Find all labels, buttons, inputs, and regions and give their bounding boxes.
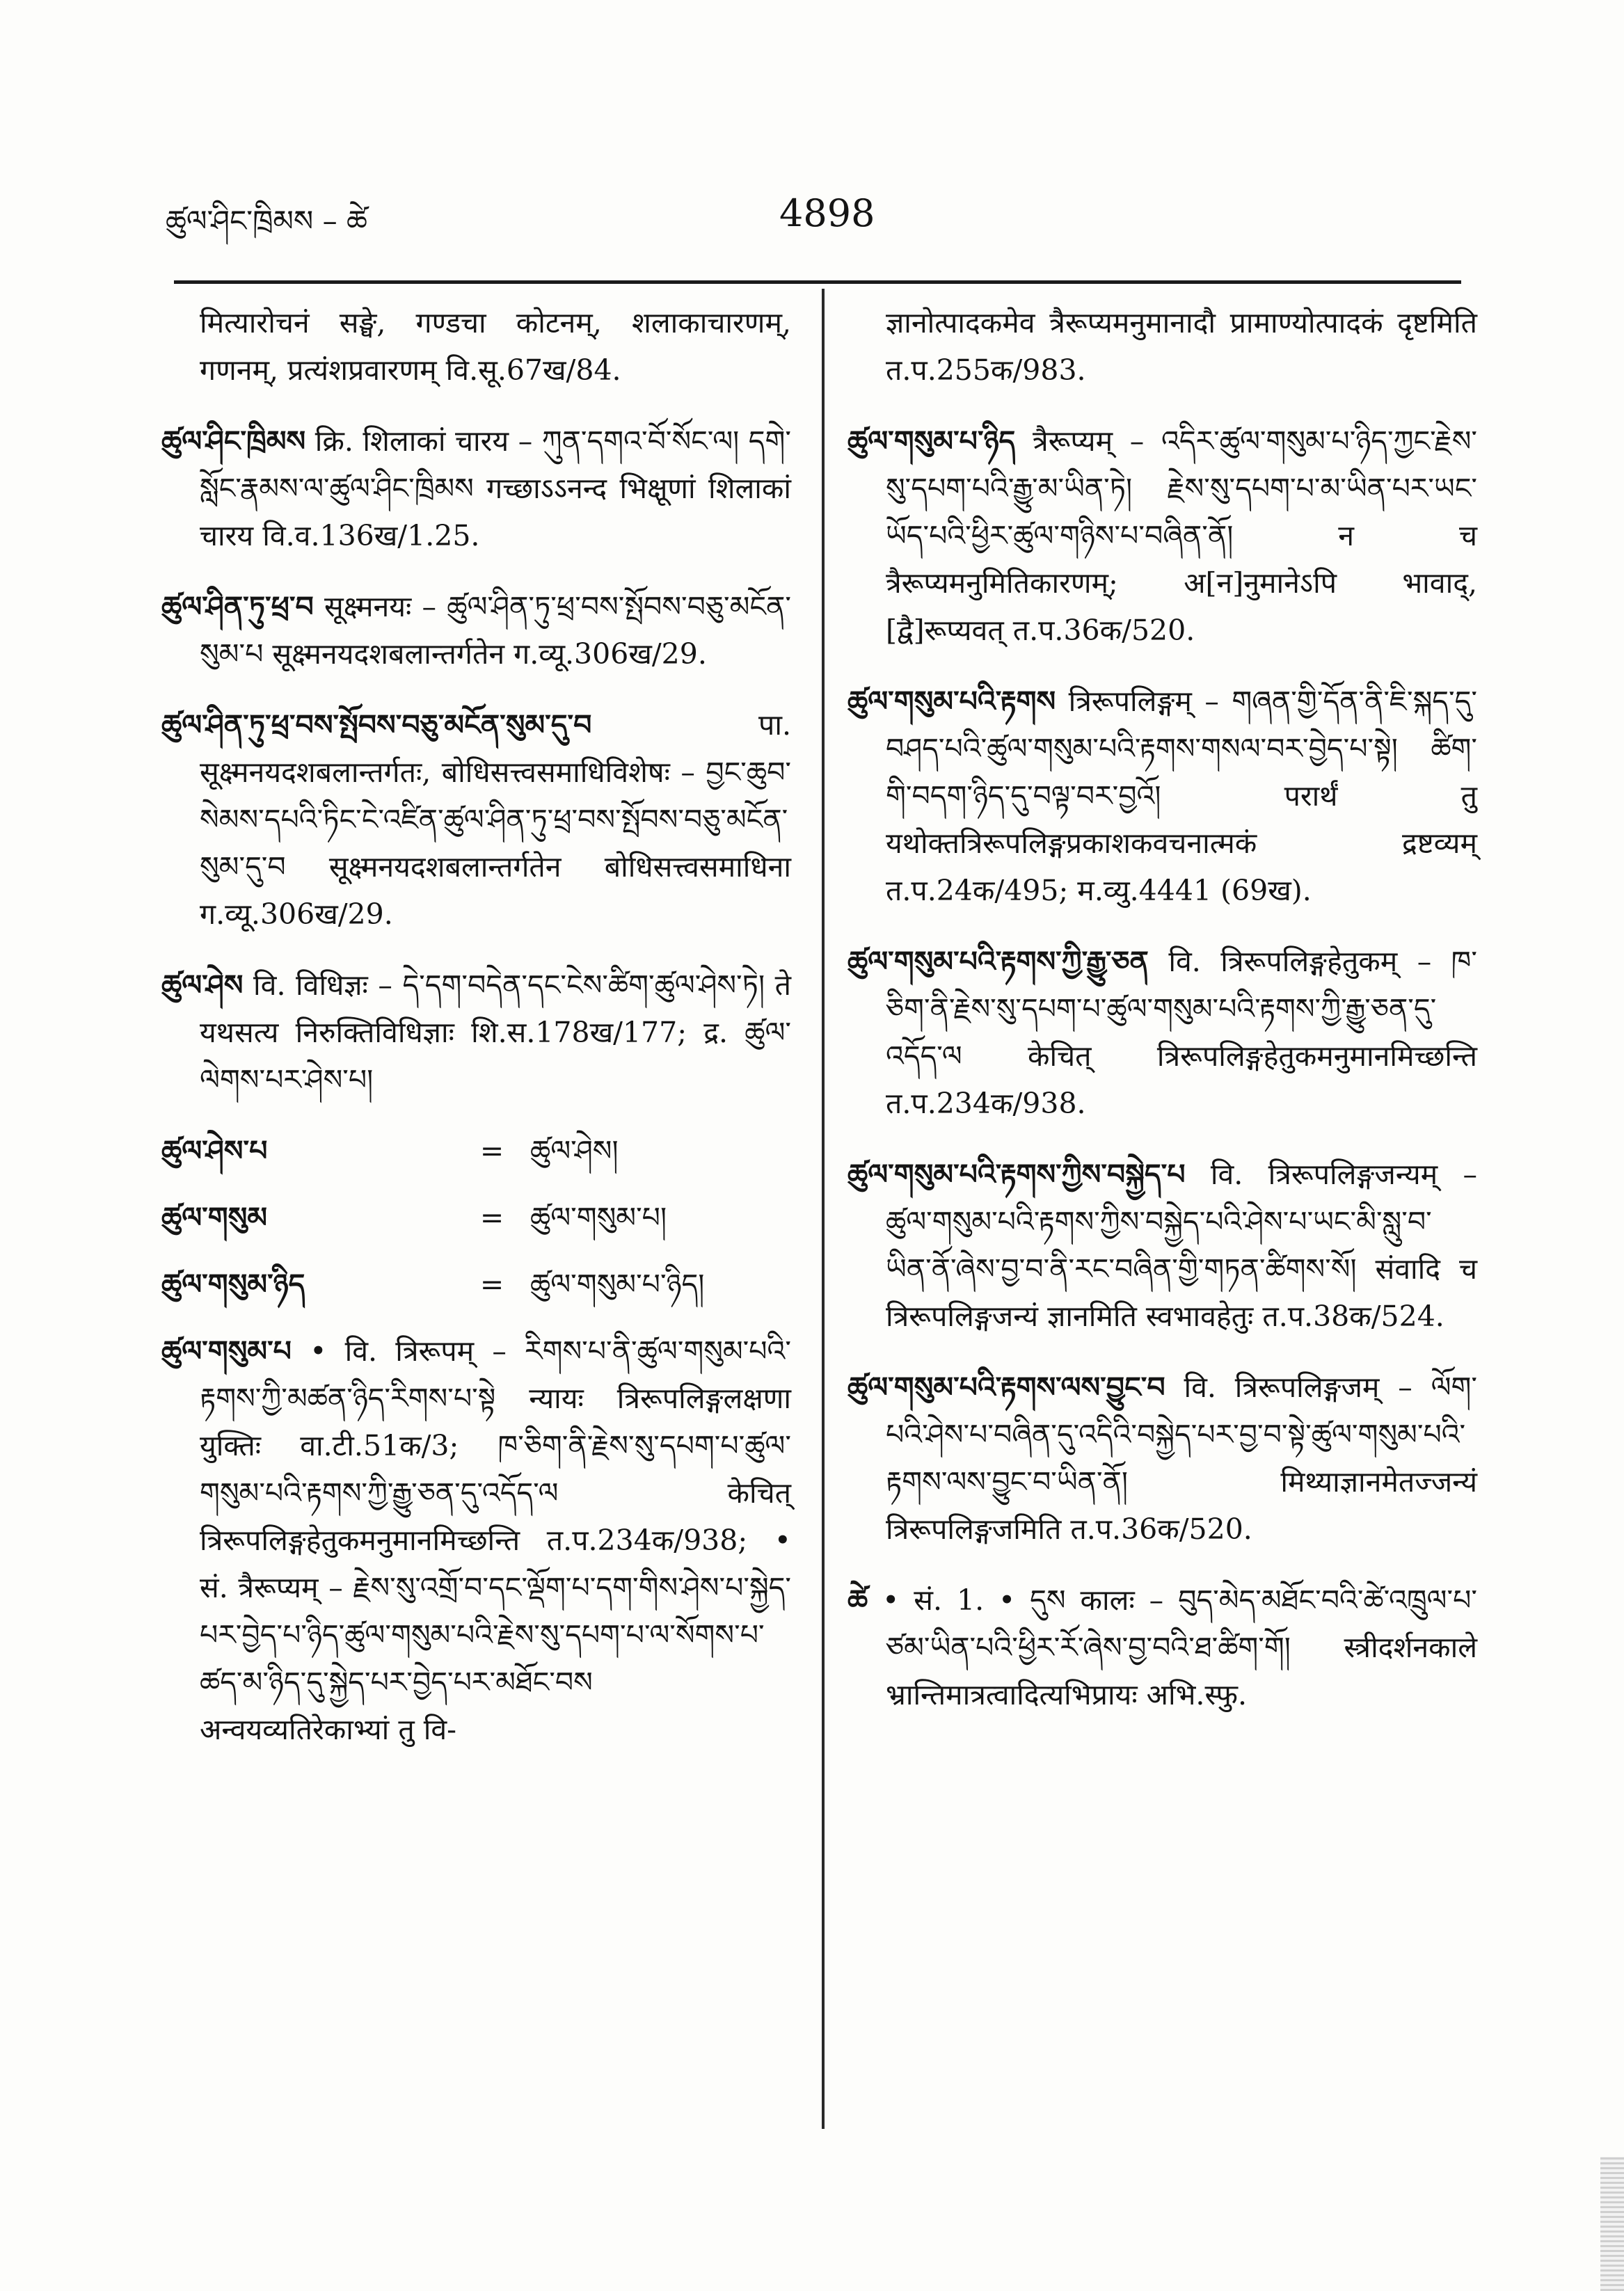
xref-headword: ཚུལ་གསུམ (161, 1201, 268, 1234)
dictionary-entry (161, 961, 791, 1103)
left-column (161, 299, 791, 1777)
entry-headword: ཚུལ་ཤིང་ཁྲིམས (161, 424, 306, 458)
column-divider (822, 289, 825, 2129)
entry-definition: वि. विधिज्ञः – དེ་དག་བདེན་དང་ངེས་ཚིག་ཚུལ་ཤེས་ཏེ། ते यथसत्य निरुक्तिविधिज्ञाः शि.स.178ख/177; द्र. ཚུལ་ལེགས་པར་ཤེས་པ། (200, 968, 791, 1096)
dictionary-entry (847, 938, 1477, 1127)
cross-reference-entry (161, 1261, 791, 1308)
entry-definition: • सं. 1. • དུས कालः – བུད་མེད་མཐོང་བའི་ཚེ་འཁྲུལ་པ་ཙམ་ཡིན་པའི་ཕྱིར་རོ་ཞེས་བྱ་བའི་ཐ་ཚིག་གོ། स्त्रीदर्शनकाले भ्रान्तिमात्रत्वादित्यभिप्रायः अभि.स्फु. (882, 1583, 1477, 1711)
cross-reference-entry (161, 1127, 791, 1174)
entry-headword: ཚུལ་གསུམ་པའི་རྟགས་ཀྱིས་བསྐྱེད་པ (847, 1158, 1186, 1191)
entry-headword: ཚུལ་གསུམ་པའི་རྟགས (847, 685, 1056, 718)
entry-definition: • वि. त्रिरूपम् – རིགས་པ་ནི་ཚུལ་གསུམ་པའི་རྟགས་ཀྱི་མཚན་ཉིད་རིགས་པ་སྟེ न्यायः त्रिरूपलिङ्गलक्षणा युक्तिः वा.टी.51क/3; ཁ་ཅིག་ནི་རྗེས་སུ་དཔག་པ་ཚུལ་གསུམ་པའི་རྟགས་ཀྱི་རྒྱུ་ཅན་དུ་འདོད་ལ केचित् त्रिरूपलिङ्गहेतुकमनुमानमिच्छन्ति त.प.234क/938; • सं. त्रैरूप्यम् – རྗེས་སུ་འགྲོ་བ་དང་ལྡོག་པ་དག་གིས་ཤེས་པ་སྐྱེད་པར་བྱེད་པ་ཉིད་ཚུལ་གསུམ་པའི་རྗེས་སུ་དཔག་པ་ལ་སོགས་པ་ཚད་མ་ཉིད་དུ་སྐྱེད་པར་བྱེད་པར་མཐོང་བས अन्वयव्यतिरेकाभ्यां तु वि- (200, 1334, 791, 1746)
xref-equals-sign: = (479, 1134, 504, 1167)
xref-target: ཚུལ་གསུམ་པ་ཉིད། (530, 1268, 705, 1301)
entry-headword: ཚུལ་ཤིན་ཏུ་ཕྲ་བས་སྤོབས་བཅུ་མངོན་སུམ་དུ་བ (161, 708, 592, 742)
xref-headword: ཚུལ་གསུམ་ཉིད (161, 1268, 305, 1301)
xref-target: ཚུལ་ཤེས། (530, 1134, 619, 1167)
entry-headword: ཚུལ་གསུམ་པ (161, 1334, 292, 1368)
dictionary-entry (161, 1327, 791, 1753)
entry-continuation: ज्ञानोत्पादकमेव त्रैरूप्यमनुमानादौ प्रामाण्योत्पादकं दृष्टमिति त.प.255क/983. (886, 306, 1477, 387)
entry-headword: ཚུལ་གསུམ་པའི་རྟགས་ཀྱི་རྒྱུ་ཅན (847, 945, 1149, 978)
right-column (847, 299, 1477, 1742)
running-head: ཚུལ་ཤིང་ཁྲིམས – ཚེ (166, 204, 367, 238)
entry-definition: वि. त्रिरूपलिङ्गजम् – ལོག་པའི་ཤེས་པ་བཞིན་དུ་འདིའི་བསྐྱེད་པར་བྱ་བ་སྟེ་ཚུལ་གསུམ་པའི་རྟགས་ལས་བྱུང་བ་ཡིན་ནོ། मिथ्याज्ञानमेतज्जन्यं त्रिरूपलिङ्गजमिति त.प.36क/520. (886, 1371, 1477, 1546)
entry-definition: वि. त्रिरूपलिङ्गजन्यम् – ཚུལ་གསུམ་པའི་རྟགས་ཀྱིས་བསྐྱེད་པའི་ཤེས་པ་ཡང་མི་སླུ་བ་ཡིན་ནོ་ཞེས་བྱ་བ་ནི་རང་བཞིན་གྱི་གཏན་ཚིགས་སོ། संवादि च त्रिरूपलिङ्गजन्यं ज्ञानमिति स्वभावहेतुः त.प.38क/524. (886, 1158, 1477, 1333)
entry-headword: ཚུལ་གསུམ་པའི་རྟགས་ལས་བྱུང་བ (847, 1371, 1165, 1404)
dictionary-entry (847, 678, 1477, 914)
dictionary-entry (847, 1151, 1477, 1340)
entry-definition: त्रिरूपलिङ्गम् – གཞན་གྱི་དོན་ནི་ཇི་སྐད་དུ་བཤད་པའི་ཚུལ་གསུམ་པའི་རྟགས་གསལ་བར་བྱེད་པ་སྟེ། ཚིག་གི་བདག་ཉིད་དུ་བལྟ་བར་བྱའོ། परार्थं तु यथोक्तत्रिरूपलिङ्गप्रकाशकवचनात्मकं द्रष्टव्यम् त.प.24क/495; म.व्यु.4441 (69ख). (886, 685, 1477, 907)
entry-definition: पा. सूक्ष्मनयदशबलान्तर्गतः, बोधिसत्त्वसमाधिविशेषः – བྱང་ཆུབ་སེམས་དཔའི་ཏིང་ངེ་འཛིན་ཚུལ་ཤིན་ཏུ་ཕྲ་བས་སྤོབས་བཅུ་མངོན་སུམ་དུ་བ सूक्ष्मनयदशबलान्तर्गतेन बोधिसत्त्वसमाधिना ग.व्यू.306ख/29. (200, 708, 791, 931)
xref-headword: ཚུལ་ཤེས་པ (161, 1134, 268, 1167)
entry-headword: ཚུལ་ཤིན་ཏུ་ཕྲ་བ (161, 590, 314, 623)
page-number: 4898 (779, 191, 875, 235)
entry-definition: क्रि. शिलाकां चारय – ཀུན་དགའ་བོ་སོང་ལ། དགེ་སློང་རྣམས་ལ་ཚུལ་ཤིང་ཁྲིམས गच्छाऽऽनन्द भिक्षूणां शिलाकां चारय वि.व.136ख/1.25. (200, 424, 791, 552)
xref-equals-sign: = (479, 1268, 504, 1301)
dictionary-entry (847, 1364, 1477, 1553)
xref-equals-sign: = (479, 1201, 504, 1234)
entry-definition: त्रैरूप्यम् – འདིར་ཚུལ་གསུམ་པ་ཉིད་ཀྱང་རྗེས་སུ་དཔག་པའི་རྒྱུ་མ་ཡིན་ཏེ། རྗེས་སུ་དཔག་པ་མ་ཡིན་པར་ཡང་ཡོད་པའི་ཕྱིར་ཚུལ་གཉིས་པ་བཞིན་ནོ། न च त्रैरूप्यमनुमितिकारणम्; अ[न]नुमानेऽपि भावाद्, [द्वै]रूप्यवत् त.प.36क/520. (886, 424, 1477, 647)
entry-definition: वि. त्रिरूपलिङ्गहेतुकम् – ཁ་ཅིག་ནི་རྗེས་སུ་དཔག་པ་ཚུལ་གསུམ་པའི་རྟགས་ཀྱི་རྒྱུ་ཅན་དུ་འདོད་ལ केचित् त्रिरूपलिङ्गहेतुकमनुमानमिच्छन्ति त.प.234क/938. (886, 945, 1477, 1120)
dictionary-entry (161, 417, 791, 559)
cross-reference-entry (161, 1194, 791, 1241)
entry-continuation: मित्यारोचनं सङ्घे, गण्डचा कोटनम्, शलाकाचारणम्, गणनम्, प्रत्यंशप्रवारणम् वि.सू.67ख/84. (200, 306, 791, 387)
entry-definition: सूक्ष्मनयः – ཚུལ་ཤིན་ཏུ་ཕྲ་བས་སྤོབས་བཅུ་མངོན་སུམ་པ सूक्ष्मनयदशबलान्तर्गतेन ग.व्यू.306ख/29. (200, 590, 791, 671)
entry-headword: ཚེ (847, 1583, 868, 1617)
dictionary-entry (847, 417, 1477, 654)
scan-edge-artifact (1600, 2157, 1624, 2291)
dictionary-entry (847, 1576, 1477, 1718)
dictionary-entry (161, 583, 791, 678)
entry-headword: ཚུལ་ཤེས (161, 968, 244, 1002)
xref-target: ཚུལ་གསུམ་པ། (530, 1201, 667, 1234)
header-rule (174, 280, 1461, 284)
entry-headword: ཚུལ་གསུམ་པ་ཉིད (847, 424, 1016, 458)
dictionary-entry (161, 701, 791, 938)
